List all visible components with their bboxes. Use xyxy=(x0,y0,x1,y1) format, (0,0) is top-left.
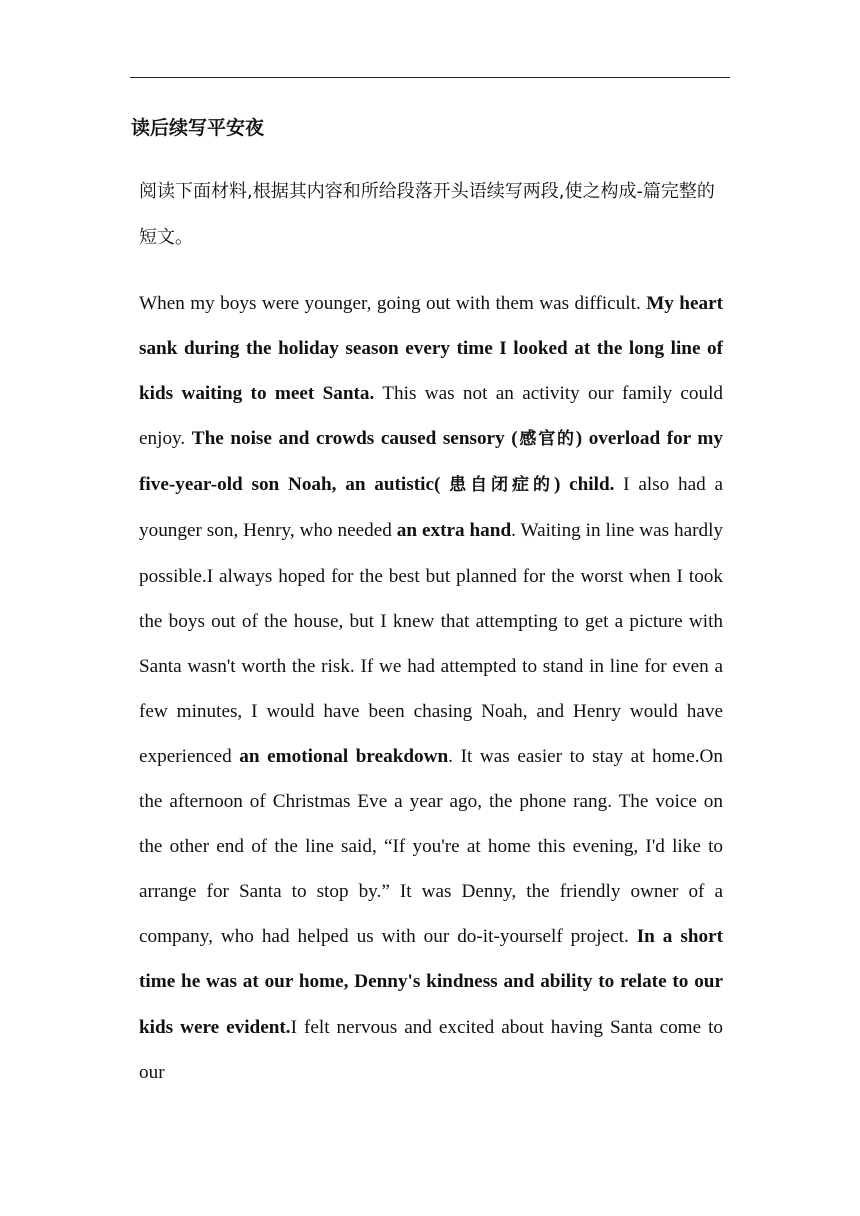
document-title: 读后续写平安夜 xyxy=(131,117,265,139)
passage-segment-bold: The noise and crowds caused sensory ( xyxy=(191,428,518,450)
header-rule xyxy=(130,77,730,78)
passage-segment-bold: My heart sank during the holiday season every time I looked at the long line of kids waiting to meet Santa. xyxy=(139,293,723,405)
reading-passage xyxy=(139,281,723,1095)
passage-segment-bold: an emotional breakdown xyxy=(239,745,449,767)
passage-segment: This was not an activity our family could enjoy. xyxy=(139,383,724,450)
passage-segment: When my boys were younger, going out with them was difficult. xyxy=(139,293,647,314)
passage-segment: I also had a younger son, Henry, who needed xyxy=(139,474,723,542)
passage-gloss-chinese: 感官的 xyxy=(517,429,576,450)
passage-gloss-chinese: 患自闭症的 xyxy=(449,475,554,496)
task-instructions: 阅读下面材料,根据其内容和所给段落开头语续写两段,使之构成-篇完整的短文。 xyxy=(139,181,715,248)
passage-segment-bold: ) child. xyxy=(553,474,615,496)
passage-segment-bold: ) overload for my five-year-old son Noah, an autistic( xyxy=(139,428,724,496)
passage-segment: I felt nervous and excited about having Santa come to our xyxy=(139,1016,724,1083)
passage-segment: . Waiting in line was hardly possible.I always hoped for the best but planned for the worst when I took the boys out of the house, but I knew that attempting to get a picture with Santa wasn't worth the risk. If we had attempted to stand in line for even a few minutes, I would have been chasing Noah, and Henry would have experienced xyxy=(139,520,723,767)
passage-segment-bold: In a short time he was at our home, Denny's kindness and ability to relate to our kids were evident. xyxy=(139,926,723,1038)
passage-segment-bold: an extra hand xyxy=(396,520,512,542)
passage-segment: . It was easier to stay at home.On the afternoon of Christmas Eve a year ago, the phone rang. The voice on the other end of the line said, “If you're at home this evening, I'd like to arrange for Santa to stop by.” It was Denny, the friendly owner of a company, who had helped us with our do-it-yourself project. xyxy=(139,745,723,948)
